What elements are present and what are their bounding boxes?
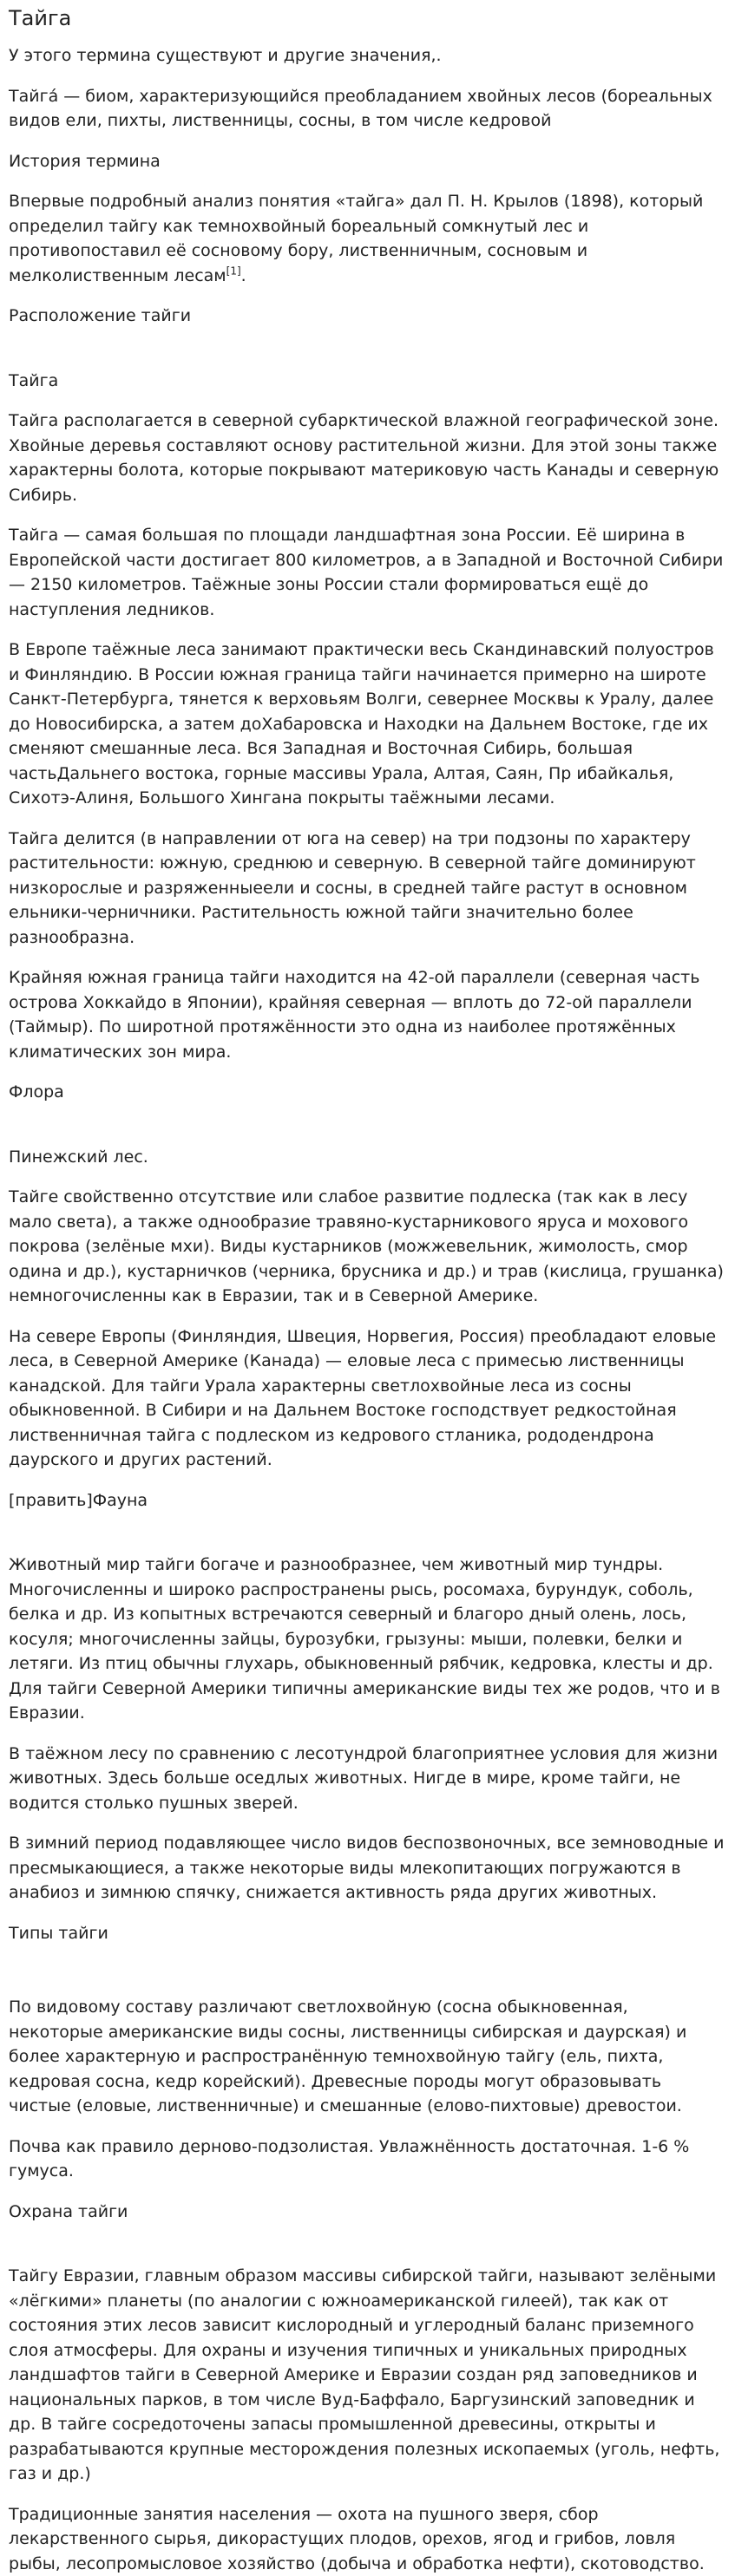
- section-heading-history: История термина: [9, 149, 725, 174]
- image-caption-pinega-forest: Пинежский лес.: [9, 1145, 725, 1170]
- article-title: Тайга: [9, 3, 725, 33]
- history-paragraph: [9, 189, 725, 288]
- fauna-paragraph-2: В таёжном лесу по сравнению с лесотундрой благоприятнее условия для жизни животных. Здесь больше оседлых животных. Нигде в мире, кроме тайги, не водится столько пушных зверей.: [9, 1742, 725, 1816]
- types-paragraph-2: Почва как правило дерново-подзолистая. Увлажнённость достаточная. 1-6 % гумуса.: [9, 2135, 725, 2184]
- section-heading-protection: Охрана тайги: [9, 2200, 725, 2225]
- history-text-end: .: [241, 266, 246, 285]
- location-paragraph-2: Тайга — самая большая по площади ландшафтная зона России. Её ширина в Европейской части достигает 800 километров, а в Западной и Восточной Сибири — 2150 километров. Таёжные зоны России стали формироваться ещё до наступления ледников.: [9, 523, 725, 622]
- hatnote: У этого термина существуют и другие значения,.: [9, 43, 725, 69]
- fauna-paragraph-3: В зимний период подавляющее число видов беспозвоночных, все земноводные и пресмыкающиеся, а также некоторые виды млекопитающих погружаются в анабиоз и зимнюю спячку, снижается активность ряда других животных.: [9, 1831, 725, 1906]
- protection-paragraph-1: Тайгу Евразии, главным образом массивы сибирской тайги, называют зелёными «лёгкими» планеты (по аналогии с южноамериканской гилеей), так как от состояния этих лесов зависит кислородный и углеродный баланс приземного слоя атмосферы. Для охраны и изучения типичных и уникальных природных ландшафтов тайги в Северной Америке и Евразии создан ряд заповедников и национальных парков, в том числе Вуд-Баффало, Баргузинский заповедник и др. В тайге сосредоточены запасы промышленной древесины, открыты и разрабатываются крупные месторождения полезных ископаемых (уголь, нефть, газ и др.): [9, 2264, 725, 2487]
- location-paragraph-3: В Европе таёжные леса занимают практически весь Скандинавский полуостров и Финляндию. В России южная граница тайги начинается примерно на широте Санкт-Петербурга, тянется к верховьям Волги, севернее Москвы к Уралу, далее до Новосибирска, а затем доХабаровска и Находки на Дальнем Востоке, где их сменяют смешанные леса. Вся Западная и Восточная Сибирь, большая частьДальнего востока, горные массивы Урала, Алтая, Саян, Пр ибайкалья, Сихотэ-Алиня, Большого Хингана покрыты таёжными лесами.: [9, 637, 725, 811]
- section-heading-types: Типы тайги: [9, 1921, 725, 1946]
- location-paragraph-4: Тайга делится (в направлении от юга на север) на три подзоны по характеру растительности: южную, среднюю и северную. В северной тайге доминируют низкорослые и разряженныеели и сосны, в средней тайге растут в основном ельники-черничники. Растительность южной тайги значительно более разнообразна.: [9, 827, 725, 951]
- location-paragraph-5: Крайняя южная граница тайги находится на 42-ой параллели (северная часть острова Хоккайдо в Японии), крайняя северная — вплоть до 72-ой параллели (Таймыр). По широтной протяжённости это одна из наиболее протяжённых климатических зон мира.: [9, 965, 725, 1064]
- flora-paragraph-1: Тайге свойственно отсутствие или слабое развитие подлеска (так как в лесу мало света), а также однообразие травяно-кустарникового яруса и мохового покрова (зелёные мхи). Виды кустарников (можжевельник, жимолость, смор одина и др.), кустарничков (черника, брусника и др.) и трав (кислица, грушанка) немногочисленны как в Евразии, так и в Северной Америке.: [9, 1185, 725, 1309]
- section-heading-flora: Флора: [9, 1080, 725, 1105]
- section-heading-fauna: [править]Фауна: [9, 1488, 725, 1514]
- subheading-taiga: Тайга: [9, 369, 725, 394]
- types-paragraph-1: По видовому составу различают светлохвойную (сосна обыкновенная, некоторые американские виды сосны, лиственницы сибирская и даурская) и более характерную и распространённую темнохвойную тайгу (ель, пихта, кедровая сосна, кедр корейский). Древесные породы могут образовывать чистые (еловые, лиственничные) и смешанные (елово-пихтовые) древостои.: [9, 1995, 725, 2119]
- footnote-ref[interactable]: [1]: [226, 265, 241, 277]
- protection-paragraph-2: Традиционные занятия населения — охота на пушного зверя, сбор лекарственного сырья, дикорастущих плодов, орехов, ягод и грибов, ловля рыбы, лесопромысловое хозяйство (добыча и обработка нефти), скотоводство.: [9, 2502, 725, 2576]
- flora-paragraph-2: На севере Европы (Финляндия, Швеция, Норвегия, Россия) преобладают еловые леса, в Северной Америке (Канада) — еловые леса с примесью лиственницы канадской. Для тайги Урала характерны светлохвойные леса из сосны обыкновенной. В Сибири и на Дальнем Востоке господствует редкостойная лиственничная тайга с подлеском из кедрового стланика, рододендрона даурского и других растений.: [9, 1324, 725, 1473]
- fauna-paragraph-1: Животный мир тайги богаче и разнообразнее, чем животный мир тундры. Многочисленны и широко распространены рысь, росомаха, бурундук, соболь, белка и др. Из копытных встречаются северный и благоро дный олень, лось, косуля; многочисленны зайцы, бурозубки, грызуны: мыши, полевки, белки и летяги. Из птиц обычны глухарь, обыкновенный рябчик, кедровка, клесты и др. Для тайги Северной Америки типичны американские виды тех же родов, что и в Евразии.: [9, 1553, 725, 1726]
- intro-paragraph: Тайга́ — биом, характеризующийся преобладанием хвойных лесов (бореальных видов ели, пихты, лиственницы, сосны, в том числе кедровой: [9, 84, 725, 134]
- section-heading-location: Расположение тайги: [9, 304, 725, 329]
- history-text: Впервые подробный анализ понятия «тайга» дал П. Н. Крылов (1898), который определил тайгу как темнохвойный бореальный сомкнутый лес и противопоставил её сосновому бору, лиственничным, сосновым и мелколиственным лесам: [9, 192, 703, 285]
- location-paragraph-1: Тайга располагается в северной субарктической влажной географической зоне. Хвойные деревья составляют основу растительной жизни. Для этой зоны также характерны болота, которые покрывают материковую часть Канады и северную Сибирь.: [9, 409, 725, 507]
